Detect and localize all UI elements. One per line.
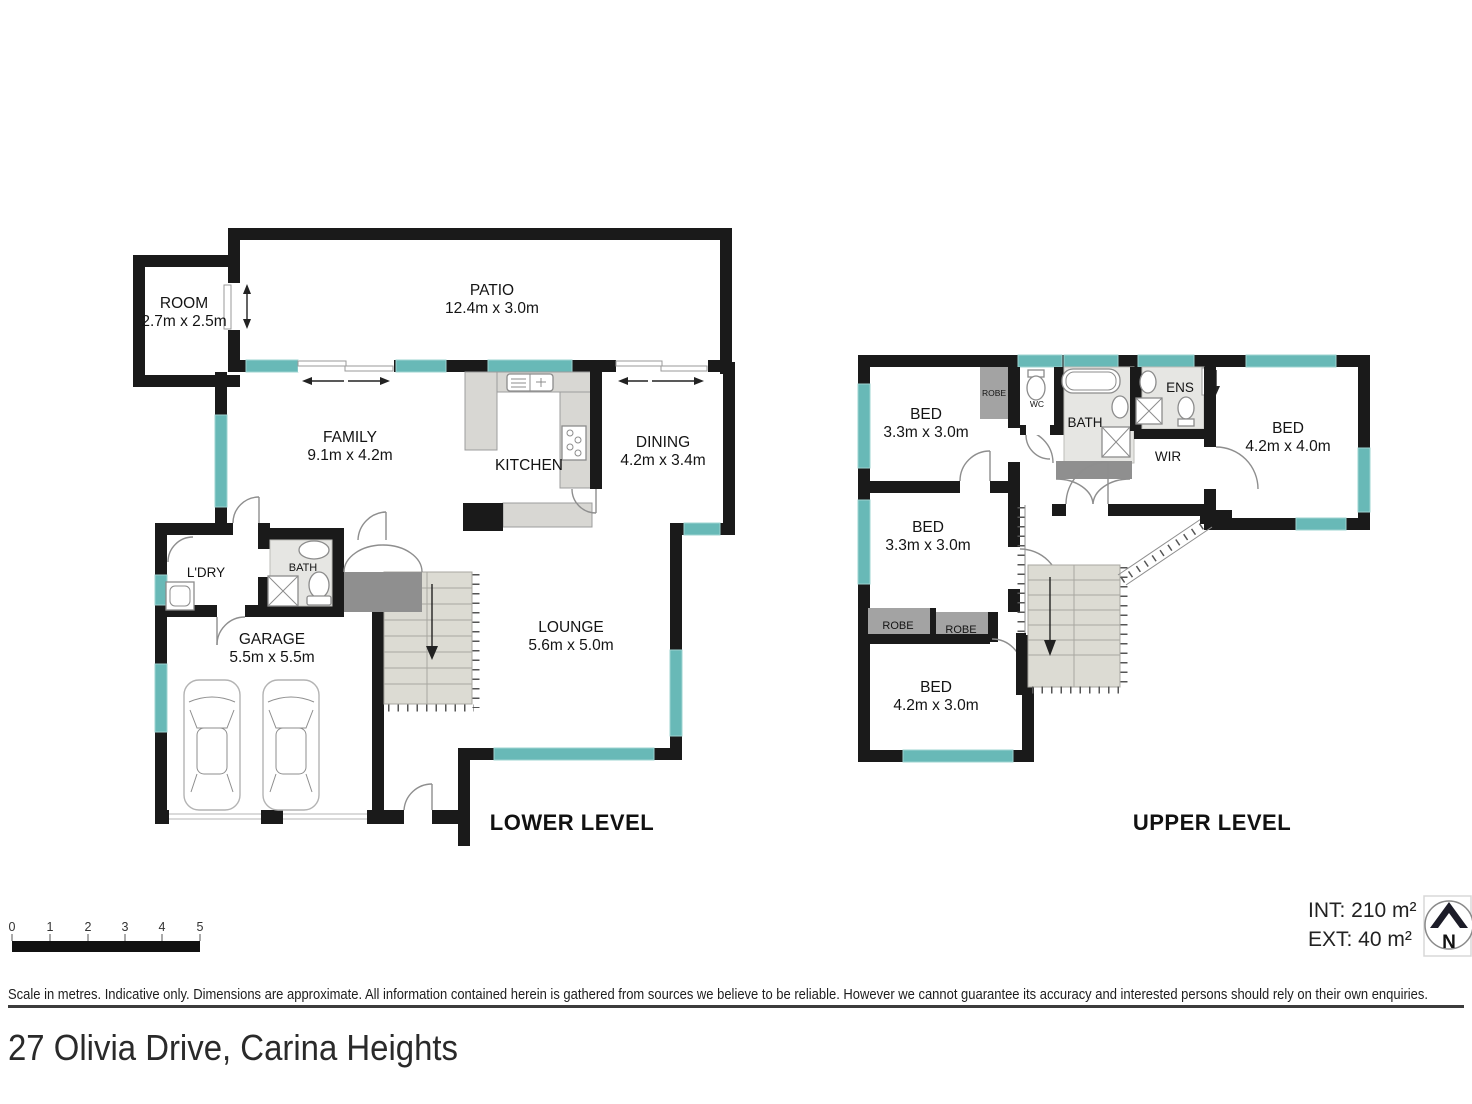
toilet-icon	[1027, 370, 1045, 400]
svg-text:4: 4	[158, 920, 166, 934]
svg-text:5.5m x 5.5m: 5.5m x 5.5m	[229, 649, 315, 666]
toilet-icon	[307, 572, 331, 605]
svg-text:3.3m x 3.0m: 3.3m x 3.0m	[885, 537, 971, 554]
staircase-lower	[344, 545, 476, 708]
room-label-robe-b: ROBE	[945, 624, 977, 636]
int-area-value: INT: 210 m²	[1308, 899, 1417, 922]
sink-icon	[507, 374, 553, 391]
room-label-robe-top: ROBE	[981, 388, 1007, 398]
bathtub-icon	[1062, 369, 1120, 393]
svg-text:0: 0	[8, 920, 16, 934]
svg-text:4.2m x 3.0m: 4.2m x 3.0m	[893, 697, 979, 714]
room-label-garage	[229, 631, 314, 666]
ext-area-value: EXT: 40 m²	[1308, 928, 1412, 951]
room-label-kitchen: KITCHEN	[494, 457, 564, 474]
room-label-bed3	[1245, 420, 1330, 455]
toilet-icon	[1178, 397, 1194, 426]
svg-text:DINING: DINING	[635, 434, 691, 451]
svg-text:GARAGE: GARAGE	[238, 631, 306, 648]
room-label-bath: BATH	[288, 562, 318, 574]
svg-text:12.4m x 3.0m: 12.4m x 3.0m	[445, 300, 539, 317]
room-label-patio	[445, 282, 539, 317]
room-label-bath: BATH	[1067, 415, 1103, 430]
upper-level-plan	[858, 355, 1370, 835]
svg-text:3.3m x 3.0m: 3.3m x 3.0m	[883, 424, 969, 441]
svg-text:5.6m x 5.0m: 5.6m x 5.0m	[528, 637, 614, 654]
room-label-lounge	[528, 619, 613, 654]
north-arrow-icon	[1424, 896, 1472, 956]
room-label-wir: WIR	[1154, 449, 1182, 464]
svg-text:BED: BED	[912, 519, 944, 536]
svg-text:BED: BED	[1272, 420, 1304, 437]
svg-text:2.7m x 2.5m: 2.7m x 2.5m	[141, 313, 227, 330]
svg-text:9.1m x 4.2m: 9.1m x 4.2m	[307, 447, 393, 464]
room-label-robe-a: ROBE	[882, 620, 914, 632]
room-label-room	[141, 295, 226, 330]
lower-level-title: LOWER LEVEL	[489, 810, 655, 835]
basin-icon	[1112, 396, 1128, 418]
lower-level-plan	[133, 228, 735, 846]
room-label-ldry: L'DRY	[186, 565, 226, 580]
room-label-bed2	[885, 519, 970, 554]
basin-icon	[299, 541, 329, 559]
laundry-tub-icon	[166, 582, 194, 610]
svg-text:FAMILY: FAMILY	[323, 429, 377, 446]
sliding-door-arrow-icon	[243, 284, 251, 329]
svg-text:4.2m x 3.4m: 4.2m x 3.4m	[620, 452, 706, 469]
svg-text:ROOM: ROOM	[159, 295, 209, 312]
shower-icon	[1102, 427, 1130, 457]
cooktop-icon	[562, 426, 586, 460]
svg-text:BED: BED	[920, 679, 952, 696]
room-label-family	[307, 429, 392, 464]
car-icon	[263, 680, 319, 810]
upper-level-title: UPPER LEVEL	[1132, 810, 1292, 835]
sliding-door-arrow-icon	[302, 377, 390, 385]
room-label-ens: ENS	[1166, 380, 1194, 395]
car-icon	[184, 680, 240, 810]
svg-text:2: 2	[84, 920, 92, 934]
divider-line	[8, 1005, 1464, 1008]
svg-text:PATIO: PATIO	[469, 282, 515, 299]
svg-text:1: 1	[46, 920, 54, 934]
property-address: 27 Olivia Drive, Carina Heights	[8, 1027, 458, 1068]
svg-text:3: 3	[121, 920, 129, 934]
svg-text:N: N	[1442, 932, 1456, 953]
shower-icon	[1136, 398, 1162, 424]
staircase-upper	[1016, 505, 1232, 695]
svg-text:BED: BED	[910, 406, 942, 423]
area-summary	[1308, 899, 1417, 951]
room-label-bed4	[893, 679, 978, 714]
svg-text:4.2m x 4.0m: 4.2m x 4.0m	[1245, 438, 1331, 455]
shower-icon	[268, 576, 298, 606]
basin-icon	[1140, 371, 1156, 393]
sliding-door-arrow-icon	[618, 377, 704, 385]
scale-bar	[9, 920, 204, 952]
room-label-wc: WC	[1029, 399, 1045, 409]
svg-text:LOUNGE: LOUNGE	[538, 619, 604, 636]
disclaimer-text: Scale in metres. Indicative only. Dimensions are approximate. All information contained herein is gathered from sources we believe to be reliable. However we cannot guarantee its accuracy and interested persons should rely on their own enquiries.	[8, 987, 1428, 1003]
svg-text:5: 5	[196, 920, 204, 934]
room-label-bed1	[883, 406, 968, 441]
room-label-dining	[620, 434, 705, 469]
